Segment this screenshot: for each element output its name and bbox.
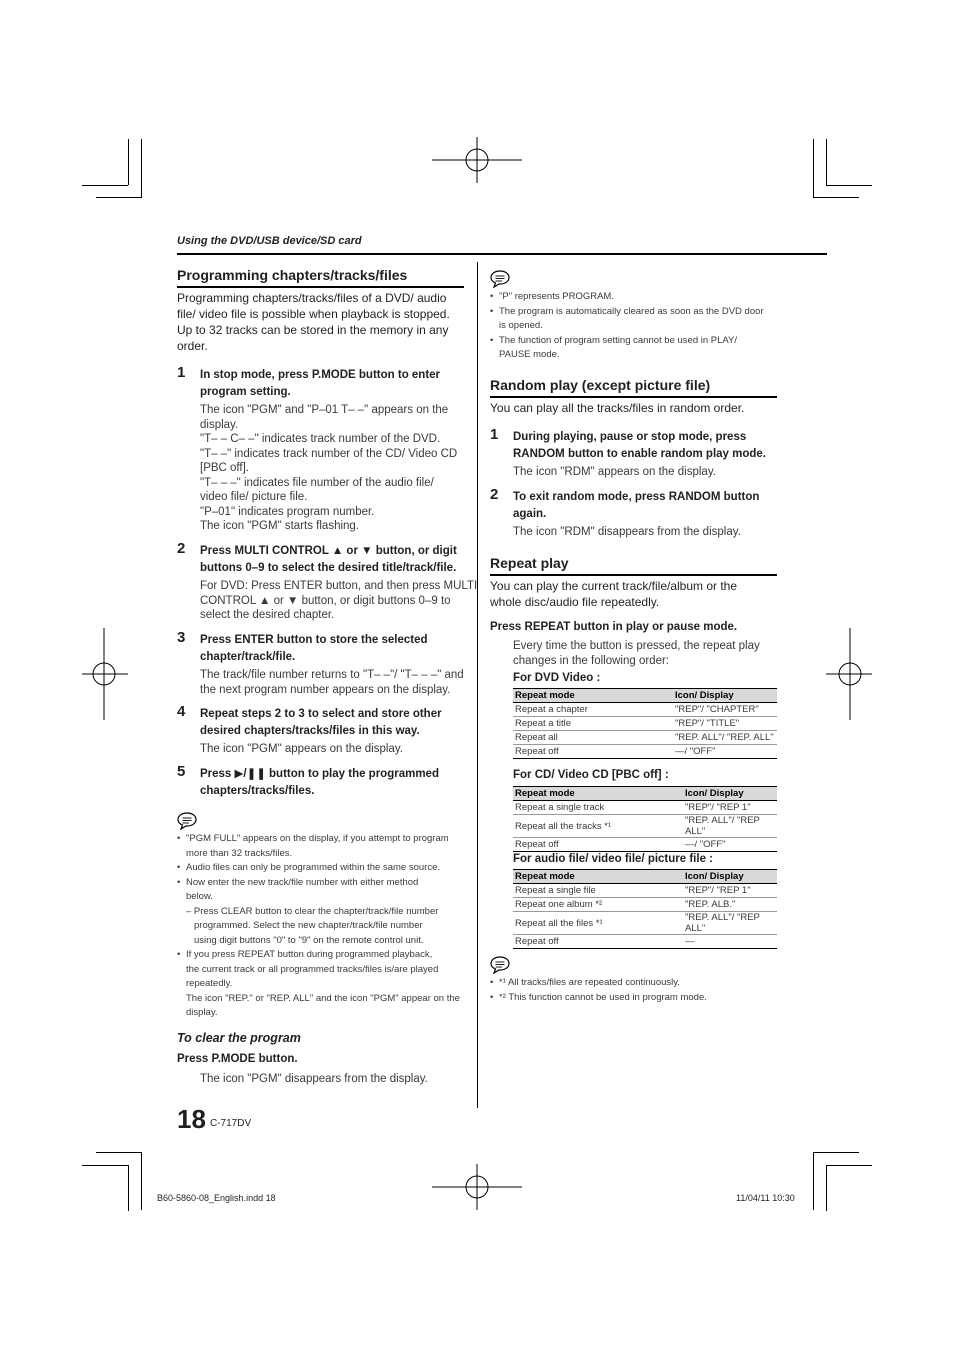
repeat-table-cd: Repeat mode Icon/ Display Repeat a single track "REP"/ "REP 1" Repeat all the tracks *¹ "REP. ALL"/ "REP ALL" Repeat off —/ "OFF" [513,786,777,852]
clear-program-body: The icon "PGM" disappears from the display. [200,1073,428,1085]
heading-rule [490,574,777,576]
step-title: To exit random mode, press RANDOM button again. [513,491,760,520]
repeat-table-dvd: Repeat mode Icon/ Display Repeat a chapter "REP"/ "CHAPTER" Repeat a title "REP"/ "TITLE" Repeat all "REP. ALL"/ "REP. ALL" Repeat off —/ "OFF" [513,688,777,759]
table-title: For DVD Video : [513,672,601,684]
table-row: Repeat all "REP. ALL"/ "REP. ALL" [513,731,777,745]
header-rule [177,253,827,255]
random-play-heading: Random play (except picture file) [490,377,711,393]
step-number: 3 [177,629,186,646]
step-number: 2 [177,540,186,557]
step-number: 1 [177,364,186,381]
table-row: Repeat a chapter "REP"/ "CHAPTER" [513,703,777,717]
repeat-play-heading: Repeat play [490,555,569,571]
programming-intro: Programming chapters/tracks/files of a DVD/ audio file/ video file is possible when playback is stopped. Up to 32 tracks can be stored in the memory in any order. [177,291,450,353]
model-name: C-717DV [210,1118,252,1129]
note-icon [490,270,510,288]
step-number: 1 [490,426,499,443]
programming-heading: Programming chapters/tracks/files [177,267,408,283]
registration-mark-top [432,137,522,183]
table-row: Repeat a single file "REP"/ "REP 1" [513,884,777,898]
program-mode-notes: • "P" represents PROGRAM. • The program is automatically cleared as soon as the DVD door is opened. • The function of program setting cannot be used in PLAY/ PAUSE mode. [490,290,790,363]
heading-rule [177,286,464,288]
table-row: Repeat off —/ "OFF" [513,838,777,852]
note-icon [490,956,510,974]
table-row: Repeat all the tracks *¹ "REP. ALL"/ "REP ALL" [513,815,777,838]
step-number: 2 [490,486,499,503]
step-body: For DVD: Press ENTER button, and then press MULTI CONTROL ▲ or ▼ button, or digit buttons 0–9 to select the desired chapter. [200,580,478,621]
step-body: The track/file number returns to "T– –"/ "T– – –" and the next program number appears on the display. [200,669,464,696]
table-title: For audio file/ video file/ picture file : [513,853,713,865]
random-play-intro: You can play all the tracks/files in random order. [490,401,745,415]
step-title: Repeat steps 2 to 3 to select and store other desired chapters/tracks/files in this way. [200,708,442,737]
footer-date: 11/04/11 10:30 [736,1193,795,1203]
clear-program-heading: To clear the program [177,1031,301,1045]
table-row: Repeat a title "REP"/ "TITLE" [513,717,777,731]
registration-mark-bottom [432,1164,522,1210]
table-row: Repeat off — [513,935,777,949]
repeat-table-files: Repeat mode Icon/ Display Repeat a single file "REP"/ "REP 1" Repeat one album *² "REP. ALB." Repeat all the files *¹ "REP. ALL"/ "REP ALL" Repeat off — [513,869,777,949]
table-row: Repeat off —/ "OFF" [513,745,777,759]
step-title: During playing, pause or stop mode, press RANDOM button to enable random play mode. [513,431,767,460]
repeat-play-intro: You can play the current track/file/album or the whole disc/audio file repeatedly. [490,579,738,609]
step-body: The icon "RDM" disappears from the display. [513,526,741,538]
table-row: Repeat a single track "REP"/ "REP 1" [513,801,777,815]
section-label: Using the DVD/USB device/SD card [177,235,362,247]
page-number: 18 [177,1104,206,1134]
step-body: The icon "PGM" appears on the display. [200,743,403,755]
step-title: Press MULTI CONTROL ▲ or ▼ button, or digit buttons 0–9 to select the desired title/track/file. [200,545,457,574]
heading-rule [490,396,777,398]
repeat-body: Every time the button is pressed, the repeat play changes in the following order: [513,640,760,667]
step-number: 4 [177,703,186,720]
step-body: The icon "PGM" and "P–01 T– –" appears on the display. "T– – C– –" indicates track number of the DVD. "T– –" indicates track number of the CD/ Video CD [PBC off]. "T– – –" indicates file number of the audio file/ video file/ picture file. "P–01" indicates program number. The icon "PGM" starts flashing. [200,404,458,532]
step-number: 5 [177,763,186,780]
step-body: The icon "RDM" appears on the display. [513,466,716,478]
repeat-step: Press REPEAT button in play or pause mode. [490,621,738,633]
table-row: Repeat one album *² "REP. ALB." [513,898,777,912]
footer-file: B60-5860-08_English.indd 18 [157,1193,276,1203]
program-notes: • "PGM FULL" appears on the display, if you attempt to program more than 32 tracks/files. • Audio files can only be programmed within the same source. • Now enter the new track/file number with either method below. – Press CLEAR button to clear the chapter/track/file number programmed. Select the new chapter/track/file number using digit buttons "0" to "9" on the remote control unit. • If you press REPEAT button during programmed playback, the current track or all programmed tracks/files is/are played repeatedly. The icon "REP." or "REP. ALL" and the icon "PGM" appear on the display. [177,832,467,1021]
clear-program-step: Press P.MODE button. [177,1053,298,1065]
repeat-footnotes: • *¹ All tracks/files are repeated continuously. • *² This function cannot be used in program mode. [490,976,790,1005]
registration-mark-right [826,628,872,720]
registration-mark-left [82,628,128,720]
note-icon [177,812,197,830]
step-title: Press ENTER button to store the selected chapter/track/file. [200,634,428,663]
table-row: Repeat all the files *¹ "REP. ALL"/ "REP ALL" [513,912,777,935]
step-title: Press ▶/❚❚ button to play the programmed chapters/tracks/files. [200,768,439,797]
table-title: For CD/ Video CD [PBC off] : [513,769,669,781]
step-title: In stop mode, press P.MODE button to enter program setting. [200,369,441,398]
column-divider [477,262,478,1108]
